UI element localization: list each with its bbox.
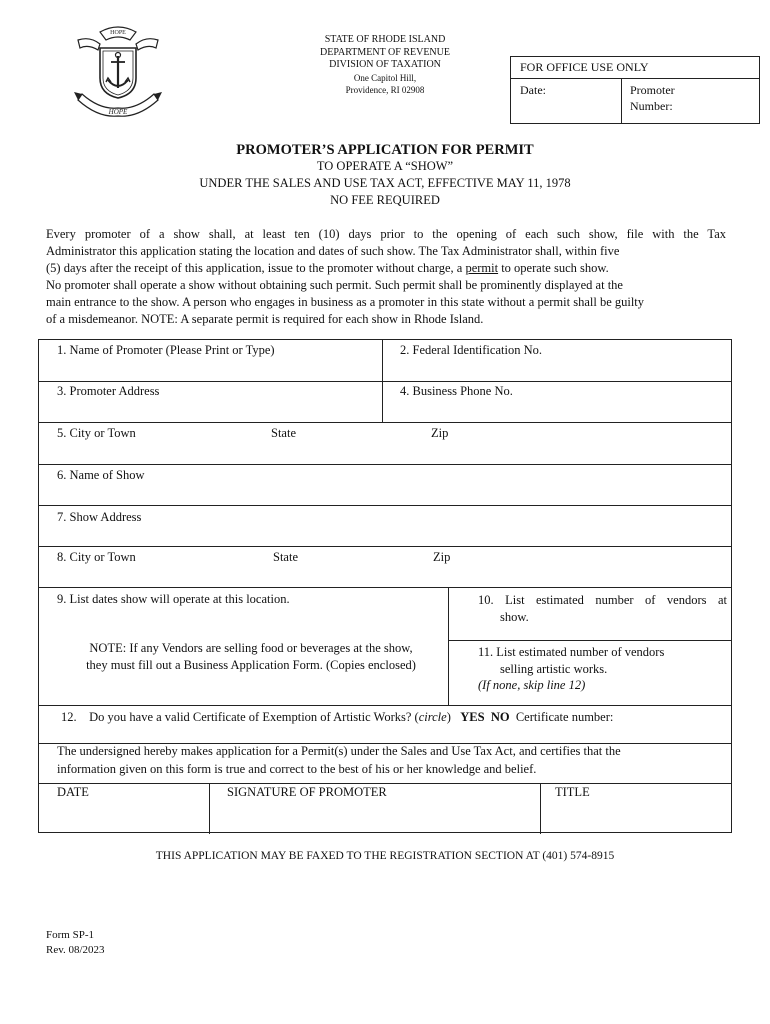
vendors-count-field[interactable] — [478, 592, 727, 626]
row-divider — [39, 505, 731, 506]
agency-division: DIVISION OF TAXATION — [329, 59, 441, 70]
artistic-vendors-line1: 11. List estimated number of vendors — [478, 645, 665, 659]
instructions-line-3b: to operate such show. — [498, 261, 609, 275]
promoter-city-field[interactable]: 5. City or Town — [57, 426, 136, 440]
title-field[interactable]: TITLE — [555, 785, 590, 799]
artistic-vendors-field[interactable] — [478, 644, 664, 694]
question-close: ) — [446, 710, 451, 724]
federal-id-field[interactable]: 2. Federal Identification No. — [400, 343, 542, 357]
svg-text:HOPE: HOPE — [110, 30, 126, 36]
show-zip-field[interactable]: Zip — [433, 550, 451, 564]
row-divider — [39, 705, 731, 706]
agency-city: Providence, RI 02908 — [345, 85, 425, 95]
certification-line2: information given on this form is true and correct to the best of his or her knowledge and belief. — [57, 762, 537, 776]
no-option[interactable]: NO — [490, 710, 510, 724]
row-divider — [39, 546, 731, 547]
row-divider — [39, 783, 731, 784]
page-subtitle-1: TO OPERATE A “SHOW” — [316, 159, 454, 173]
fax-note: THIS APPLICATION MAY BE FAXED TO THE REGISTRATION SECTION AT (401) 574-8915 — [155, 850, 615, 862]
col-divider — [540, 783, 541, 834]
office-use-box — [510, 56, 760, 124]
svg-text:HOPE: HOPE — [108, 108, 128, 116]
row-divider — [39, 587, 731, 588]
office-date-label: Date: — [520, 83, 546, 97]
show-city-field[interactable]: 8. City or Town — [57, 550, 136, 564]
office-use-heading: FOR OFFICE USE ONLY — [511, 57, 759, 79]
show-dates-field[interactable]: 9. List dates show will operate at this location. — [57, 592, 290, 606]
promoter-address-field[interactable]: 3. Promoter Address — [57, 384, 160, 398]
agency-department: DEPARTMENT OF REVENUE — [320, 46, 450, 58]
promoter-zip-field[interactable]: Zip — [431, 426, 449, 440]
promoter-label-line1: Promoter — [630, 83, 675, 97]
form-id: Form SP-1 — [46, 929, 94, 941]
skip-note-text: (If none, skip line 12) — [478, 678, 586, 692]
page-subtitle-2: UNDER THE SALES AND USE TAX ACT, EFFECTIVE MAY 11, 1978 — [199, 176, 571, 190]
business-phone-field[interactable]: 4. Business Phone No. — [400, 384, 513, 398]
agency-state: STATE OF RHODE ISLAND — [324, 34, 446, 45]
instructions-line-2: Administrator this application stating the location and dates of such show. The Tax Administrator shall, within five — [46, 244, 620, 258]
vendors-count-line1: 10. List estimated number of vendors at — [478, 593, 727, 607]
show-address-field[interactable]: 7. Show Address — [57, 510, 142, 524]
office-divider — [621, 79, 622, 123]
row-divider — [39, 422, 731, 423]
skip-note — [478, 677, 664, 694]
vendor-food-note — [61, 640, 441, 674]
page-subtitle-3: NO FEE REQUIRED — [330, 193, 440, 207]
exemption-question — [61, 710, 613, 725]
vendor-note-line1: NOTE: If any Vendors are selling food or beverages at the show, — [89, 641, 413, 655]
show-name-field[interactable]: 6. Name of Show — [57, 468, 145, 482]
circle-word: circle — [418, 710, 447, 724]
vendors-count-line2: show. — [500, 610, 529, 624]
certificate-number-field[interactable]: Certificate number: — [515, 710, 614, 724]
artistic-vendors-line2: selling artistic works. — [500, 661, 608, 676]
question-text: Do you have a valid Certificate of Exemption of Artistic Works? ( — [89, 710, 419, 724]
col-divider — [382, 340, 383, 422]
page-title: PROMOTER’S APPLICATION FOR PERMIT — [236, 142, 534, 158]
instructions-line-4: No promoter shall operate a show without obtaining such permit. Such permit shall be prominently displayed at the — [46, 278, 623, 292]
col-divider — [209, 783, 210, 834]
permit-word: permit — [465, 261, 499, 275]
form-revision: Rev. 08/2023 — [46, 944, 105, 956]
instructions-paragraph — [46, 226, 726, 328]
office-promoter-label — [630, 82, 750, 114]
certification-statement — [57, 742, 621, 778]
agency-header — [300, 34, 470, 97]
certification-line1: The undersigned hereby makes application for a Permit(s) under the Sales and Use Tax Act, and certifies that the — [57, 744, 621, 758]
yes-option[interactable]: YES — [460, 710, 485, 724]
signature-field[interactable]: SIGNATURE OF PROMOTER — [227, 785, 387, 799]
instructions-line-6: of a misdemeanor. NOTE: A separate permit is required for each show in Rhode Island. — [46, 312, 484, 326]
vendor-note-line2: they must fill out a Business Application Form. (Copies enclosed) — [86, 658, 416, 672]
form-footer — [46, 928, 105, 958]
row-divider — [39, 464, 731, 465]
show-state-field[interactable]: State — [273, 550, 298, 564]
promoter-state-field[interactable]: State — [271, 426, 296, 440]
promoter-label-line2: Number: — [630, 99, 673, 113]
agency-street: One Capitol Hill, — [353, 72, 417, 83]
date-field[interactable]: DATE — [57, 785, 89, 799]
state-seal-logo — [70, 24, 166, 118]
row-divider — [39, 381, 731, 382]
row-divider — [448, 640, 731, 641]
instructions-line-1: Every promoter of a show shall, at least ten (10) days prior to the opening of each such show, file with the Tax — [46, 227, 726, 241]
instructions-line-5: main entrance to the show. A person who engages in business as a promoter in this state without a permit shall be guilty — [46, 295, 645, 309]
question-number: 12. — [61, 710, 77, 724]
instructions-line-3 — [46, 260, 726, 277]
instructions-line-3a: (5) days after the receipt of this application, issue to the promoter without charge, a — [46, 261, 466, 275]
anchor-icon — [70, 24, 166, 118]
application-form — [38, 339, 732, 833]
promoter-name-field[interactable]: 1. Name of Promoter (Please Print or Type) — [57, 343, 275, 357]
col-divider — [448, 587, 449, 705]
